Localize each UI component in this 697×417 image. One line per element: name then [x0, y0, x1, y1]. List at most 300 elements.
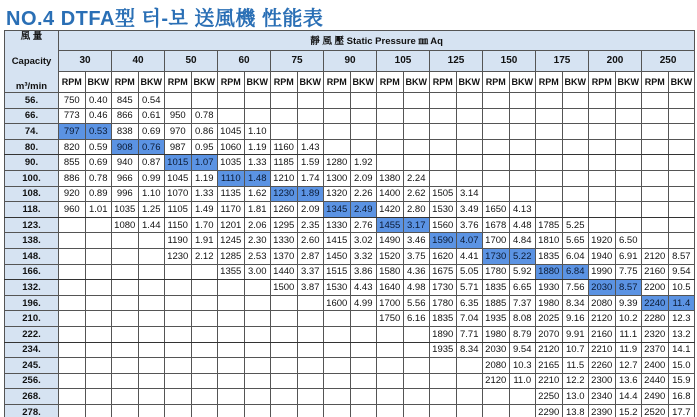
bkw-cell: 1.10 [244, 124, 271, 140]
pressure-header-cell: 105 [377, 50, 430, 71]
bkw-cell [403, 358, 430, 374]
rpm-cell [536, 186, 563, 202]
bkw-cell [85, 404, 112, 417]
bkw-cell [350, 93, 377, 109]
rpm-cell: 1880 [536, 264, 563, 280]
bkw-cell: 1.62 [244, 186, 271, 202]
rpm-cell: 1530 [324, 280, 351, 296]
rpm-cell: 1700 [377, 295, 404, 311]
bkw-cell: 2.30 [244, 233, 271, 249]
bkw-cell: 1.44 [138, 217, 165, 233]
rpm-cell [324, 389, 351, 405]
bkw-cell: 0.69 [85, 155, 112, 171]
rpm-cell: 950 [165, 108, 192, 124]
bkw-cell [615, 139, 642, 155]
rpm-cell [218, 108, 245, 124]
rpm-cell: 1245 [218, 233, 245, 249]
bkw-cell: 2.60 [297, 233, 324, 249]
bkw-cell [85, 311, 112, 327]
bkw-cell [297, 373, 324, 389]
bkw-cell [244, 358, 271, 374]
rpm-cell: 1110 [218, 170, 245, 186]
bkw-cell [297, 358, 324, 374]
rpm-cell: 2280 [642, 311, 669, 327]
bkw-cell [191, 373, 218, 389]
bkw-cell [403, 404, 430, 417]
rpm-cell [642, 186, 669, 202]
bkw-cell: 1.91 [191, 233, 218, 249]
rpm-cell: 1230 [271, 186, 298, 202]
rpm-cell [112, 280, 139, 296]
bkw-cell: 6.50 [615, 233, 642, 249]
rpm-cell: 1080 [112, 217, 139, 233]
rpm-cell [324, 404, 351, 417]
rpm-cell [271, 108, 298, 124]
rpm-cell [112, 248, 139, 264]
bkw-cell [297, 108, 324, 124]
rpm-cell: 1045 [165, 170, 192, 186]
rpm-cell [59, 373, 86, 389]
bkw-cell: 7.37 [509, 295, 536, 311]
rpm-cell: 1640 [377, 280, 404, 296]
rpm-cell: 1015 [165, 155, 192, 171]
bkw-cell: 7.56 [562, 280, 589, 296]
rpm-cell: 1885 [483, 295, 510, 311]
bkw-header-cell: BKW [562, 71, 589, 92]
rpm-cell: 2120 [483, 373, 510, 389]
performance-table [4, 30, 695, 417]
bkw-cell: 2.87 [297, 248, 324, 264]
bkw-cell: 13.0 [562, 389, 589, 405]
rpm-cell: 1285 [218, 248, 245, 264]
bkw-cell [668, 108, 695, 124]
rpm-cell [59, 217, 86, 233]
rpm-cell [589, 155, 616, 171]
bkw-cell [456, 108, 483, 124]
rpm-cell: 966 [112, 170, 139, 186]
rpm-cell [59, 358, 86, 374]
rpm-cell [589, 124, 616, 140]
bkw-cell [509, 170, 536, 186]
rpm-cell [642, 93, 669, 109]
rpm-cell [324, 93, 351, 109]
bkw-cell [456, 389, 483, 405]
rpm-cell [271, 342, 298, 358]
rpm-cell [112, 264, 139, 280]
rpm-cell [483, 186, 510, 202]
rpm-cell [165, 404, 192, 417]
bkw-cell: 0.78 [191, 108, 218, 124]
bkw-cell [668, 124, 695, 140]
bkw-cell: 0.61 [138, 108, 165, 124]
table-row [5, 342, 695, 358]
bkw-cell [297, 389, 324, 405]
bkw-cell: 0.53 [85, 124, 112, 140]
bkw-cell: 9.54 [668, 264, 695, 280]
rpm-cell: 2520 [642, 404, 669, 417]
bkw-cell [191, 295, 218, 311]
bkw-cell [297, 295, 324, 311]
rpm-header-cell: RPM [430, 71, 457, 92]
capacity-cell: 132. [5, 280, 59, 296]
rpm-cell: 1935 [430, 342, 457, 358]
rpm-cell [112, 373, 139, 389]
bkw-cell: 9.54 [509, 342, 536, 358]
bkw-cell: 5.56 [403, 295, 430, 311]
rpm-cell: 1520 [377, 248, 404, 264]
capacity-cell: 148. [5, 248, 59, 264]
rpm-cell: 2340 [589, 389, 616, 405]
bkw-cell: 4.41 [456, 248, 483, 264]
rpm-cell [377, 326, 404, 342]
capacity-cell: 196. [5, 295, 59, 311]
bkw-cell [350, 358, 377, 374]
rpm-cell: 2210 [589, 342, 616, 358]
pressure-header-cell: 30 [59, 50, 112, 71]
bkw-cell [138, 248, 165, 264]
rpm-cell: 2290 [536, 404, 563, 417]
rpm-cell [324, 373, 351, 389]
rpm-cell [59, 404, 86, 417]
rpm-cell [59, 248, 86, 264]
bkw-cell [350, 139, 377, 155]
bkw-cell [138, 233, 165, 249]
bkw-cell [403, 373, 430, 389]
bkw-cell [244, 404, 271, 417]
bkw-cell [191, 358, 218, 374]
bkw-cell [562, 155, 589, 171]
bkw-cell [297, 326, 324, 342]
rpm-cell [377, 404, 404, 417]
table-row [5, 389, 695, 405]
bkw-cell [456, 93, 483, 109]
rpm-cell: 797 [59, 124, 86, 140]
rpm-cell [483, 155, 510, 171]
rpm-cell: 1160 [271, 139, 298, 155]
table-row [5, 373, 695, 389]
bkw-cell [615, 170, 642, 186]
bkw-cell: 2.35 [297, 217, 324, 233]
rpm-cell: 2025 [536, 311, 563, 327]
rpm-cell: 1650 [483, 202, 510, 218]
rpm-cell [112, 311, 139, 327]
bkw-cell [138, 311, 165, 327]
bkw-cell [85, 373, 112, 389]
capacity-cell: 222. [5, 326, 59, 342]
bkw-cell [562, 202, 589, 218]
bkw-cell [297, 93, 324, 109]
capacity-cell: 56. [5, 93, 59, 109]
rpm-header-cell: RPM [271, 71, 298, 92]
rpm-cell [271, 311, 298, 327]
rpm-cell: 2120 [642, 248, 669, 264]
bkw-cell [615, 93, 642, 109]
bkw-cell: 0.95 [191, 139, 218, 155]
rpm-cell: 920 [59, 186, 86, 202]
bkw-header-cell: BKW [668, 71, 695, 92]
bkw-cell: 2.09 [350, 170, 377, 186]
bkw-cell [509, 124, 536, 140]
rpm-header-cell: RPM [589, 71, 616, 92]
rpm-cell: 1345 [324, 202, 351, 218]
bkw-cell [403, 155, 430, 171]
bkw-cell: 8.08 [509, 311, 536, 327]
rpm-cell: 2490 [642, 389, 669, 405]
rpm-cell [377, 155, 404, 171]
rpm-cell: 845 [112, 93, 139, 109]
rpm-cell [536, 155, 563, 171]
rpm-cell: 1980 [536, 295, 563, 311]
rpm-cell: 1785 [536, 217, 563, 233]
rpm-header-cell: RPM [536, 71, 563, 92]
rpm-cell [642, 233, 669, 249]
bkw-cell: 4.36 [403, 264, 430, 280]
bkw-cell [191, 93, 218, 109]
rpm-cell: 996 [112, 186, 139, 202]
bkw-cell: 3.76 [456, 217, 483, 233]
bkw-cell: 1.59 [297, 155, 324, 171]
pressure-header-cell: 90 [324, 50, 377, 71]
rpm-cell: 2250 [536, 389, 563, 405]
bkw-cell: 0.87 [138, 155, 165, 171]
bkw-cell [85, 233, 112, 249]
bkw-cell [297, 404, 324, 417]
bkw-cell: 0.59 [85, 139, 112, 155]
rpm-cell [165, 93, 192, 109]
rpm-cell: 1780 [483, 264, 510, 280]
rpm-cell [218, 373, 245, 389]
bkw-cell: 4.07 [456, 233, 483, 249]
bkw-cell [85, 280, 112, 296]
rpm-cell: 2080 [483, 358, 510, 374]
bkw-cell: 1.33 [244, 155, 271, 171]
rpm-cell: 1730 [483, 248, 510, 264]
bkw-cell: 11.4 [668, 295, 695, 311]
bkw-cell: 15.2 [615, 404, 642, 417]
bkw-cell [350, 342, 377, 358]
bkw-cell: 4.99 [350, 295, 377, 311]
bkw-cell: 4.48 [509, 217, 536, 233]
bkw-cell [668, 186, 695, 202]
rpm-cell [430, 358, 457, 374]
rpm-cell: 2120 [589, 311, 616, 327]
bkw-cell: 4.98 [403, 280, 430, 296]
rpm-cell: 2160 [642, 264, 669, 280]
rpm-cell [59, 295, 86, 311]
rpm-cell: 1105 [165, 202, 192, 218]
bkw-cell [456, 170, 483, 186]
rpm-cell: 1370 [271, 248, 298, 264]
rpm-cell [483, 108, 510, 124]
bkw-cell: 3.86 [350, 264, 377, 280]
rpm-cell: 1530 [430, 202, 457, 218]
bkw-cell [138, 389, 165, 405]
bkw-cell: 3.14 [456, 186, 483, 202]
bkw-cell [138, 326, 165, 342]
bkw-cell: 2.12 [191, 248, 218, 264]
bkw-cell [85, 326, 112, 342]
rpm-cell: 2300 [589, 373, 616, 389]
rpm-header-cell: RPM [112, 71, 139, 92]
bkw-cell [615, 186, 642, 202]
bkw-header-cell: BKW [138, 71, 165, 92]
bkw-cell [244, 311, 271, 327]
rpm-cell: 1355 [218, 264, 245, 280]
rpm-header-cell: RPM [59, 71, 86, 92]
rpm-cell: 960 [59, 202, 86, 218]
bkw-cell: 1.43 [297, 139, 324, 155]
rpm-cell: 2030 [589, 280, 616, 296]
table-row [5, 93, 695, 109]
rpm-cell [218, 280, 245, 296]
capacity-cell: 100. [5, 170, 59, 186]
bkw-cell: 1.81 [244, 202, 271, 218]
bkw-cell: 8.57 [615, 280, 642, 296]
rpm-header-cell: RPM [377, 71, 404, 92]
rpm-header-cell: RPM [642, 71, 669, 92]
rpm-cell: 2440 [642, 373, 669, 389]
rpm-cell: 1070 [165, 186, 192, 202]
bkw-cell: 9.91 [562, 326, 589, 342]
rpm-cell: 987 [165, 139, 192, 155]
bkw-cell [668, 233, 695, 249]
rpm-cell: 1320 [324, 186, 351, 202]
bkw-cell: 0.89 [85, 186, 112, 202]
bkw-cell [350, 373, 377, 389]
rpm-cell: 2210 [536, 373, 563, 389]
bkw-cell [615, 108, 642, 124]
pressure-header-cell: 125 [430, 50, 483, 71]
rpm-cell: 2200 [642, 280, 669, 296]
bkw-cell: 16.8 [668, 389, 695, 405]
bkw-cell: 2.06 [244, 217, 271, 233]
bkw-cell [350, 326, 377, 342]
rpm-cell [218, 311, 245, 327]
bkw-cell: 6.04 [562, 248, 589, 264]
rpm-cell [165, 342, 192, 358]
rpm-cell [642, 108, 669, 124]
bkw-cell: 12.2 [562, 373, 589, 389]
bkw-cell: 2.53 [244, 248, 271, 264]
bkw-cell [403, 139, 430, 155]
bkw-cell [191, 389, 218, 405]
pressure-header-cell: 150 [483, 50, 536, 71]
rpm-cell: 1730 [430, 280, 457, 296]
rpm-cell [430, 108, 457, 124]
bkw-cell [668, 170, 695, 186]
rpm-cell: 1940 [589, 248, 616, 264]
bkw-cell: 3.02 [350, 233, 377, 249]
rpm-cell: 866 [112, 108, 139, 124]
rpm-cell [642, 155, 669, 171]
rpm-cell [112, 295, 139, 311]
rpm-cell [165, 326, 192, 342]
bkw-header-cell: BKW [509, 71, 536, 92]
bkw-cell [562, 93, 589, 109]
bkw-cell [403, 93, 430, 109]
rpm-cell: 1560 [430, 217, 457, 233]
rpm-cell: 2160 [589, 326, 616, 342]
capacity-cell: 268. [5, 389, 59, 405]
bkw-cell [668, 155, 695, 171]
bkw-cell: 2.09 [297, 202, 324, 218]
bkw-cell: 0.78 [85, 170, 112, 186]
rpm-cell: 1678 [483, 217, 510, 233]
rpm-cell: 970 [165, 124, 192, 140]
rpm-cell [165, 264, 192, 280]
rpm-cell [165, 389, 192, 405]
rpm-cell: 1600 [324, 295, 351, 311]
capacity-cell: 256. [5, 373, 59, 389]
bkw-cell: 12.3 [668, 311, 695, 327]
pressure-header-cell: 40 [112, 50, 165, 71]
rpm-cell [589, 108, 616, 124]
bkw-cell: 7.71 [456, 326, 483, 342]
bkw-cell: 3.17 [403, 217, 430, 233]
rpm-cell [483, 124, 510, 140]
bkw-cell: 9.39 [615, 295, 642, 311]
rpm-cell [589, 217, 616, 233]
rpm-cell: 750 [59, 93, 86, 109]
bkw-cell [297, 124, 324, 140]
bkw-header-cell: BKW [403, 71, 430, 92]
bkw-cell [244, 295, 271, 311]
bkw-cell [244, 373, 271, 389]
capacity-cell: 74. [5, 124, 59, 140]
bkw-cell [456, 373, 483, 389]
capacity-cell: 138. [5, 233, 59, 249]
pressure-header-cell: 175 [536, 50, 589, 71]
pressure-header-cell: 60 [218, 50, 271, 71]
bkw-cell [297, 311, 324, 327]
bkw-cell [297, 342, 324, 358]
rpm-cell: 1620 [430, 248, 457, 264]
bkw-cell: 5.25 [562, 217, 589, 233]
bkw-cell: 10.7 [562, 342, 589, 358]
rpm-cell: 2320 [642, 326, 669, 342]
bkw-cell [456, 155, 483, 171]
rpm-cell [165, 358, 192, 374]
bkw-cell [403, 326, 430, 342]
rpm-cell: 1515 [324, 264, 351, 280]
rpm-cell [112, 404, 139, 417]
capacity-cell: 245. [5, 358, 59, 374]
table-row [5, 404, 695, 417]
bkw-cell: 1.01 [85, 202, 112, 218]
bkw-cell [85, 264, 112, 280]
rpm-cell [59, 233, 86, 249]
capacity-cell: 118. [5, 202, 59, 218]
bkw-cell [509, 108, 536, 124]
bkw-cell: 1.89 [297, 186, 324, 202]
bkw-cell: 0.46 [85, 108, 112, 124]
rpm-cell [483, 389, 510, 405]
bkw-cell: 14.4 [615, 389, 642, 405]
bkw-cell: 12.7 [615, 358, 642, 374]
rpm-cell [218, 342, 245, 358]
rpm-cell [589, 186, 616, 202]
bkw-cell [668, 93, 695, 109]
table-row [5, 155, 695, 171]
rpm-cell: 1675 [430, 264, 457, 280]
rpm-cell: 1380 [377, 170, 404, 186]
rpm-cell [271, 93, 298, 109]
rpm-cell [483, 93, 510, 109]
rpm-cell [59, 326, 86, 342]
bkw-cell: 2.80 [403, 202, 430, 218]
rpm-cell: 1035 [218, 155, 245, 171]
rpm-cell: 2390 [589, 404, 616, 417]
